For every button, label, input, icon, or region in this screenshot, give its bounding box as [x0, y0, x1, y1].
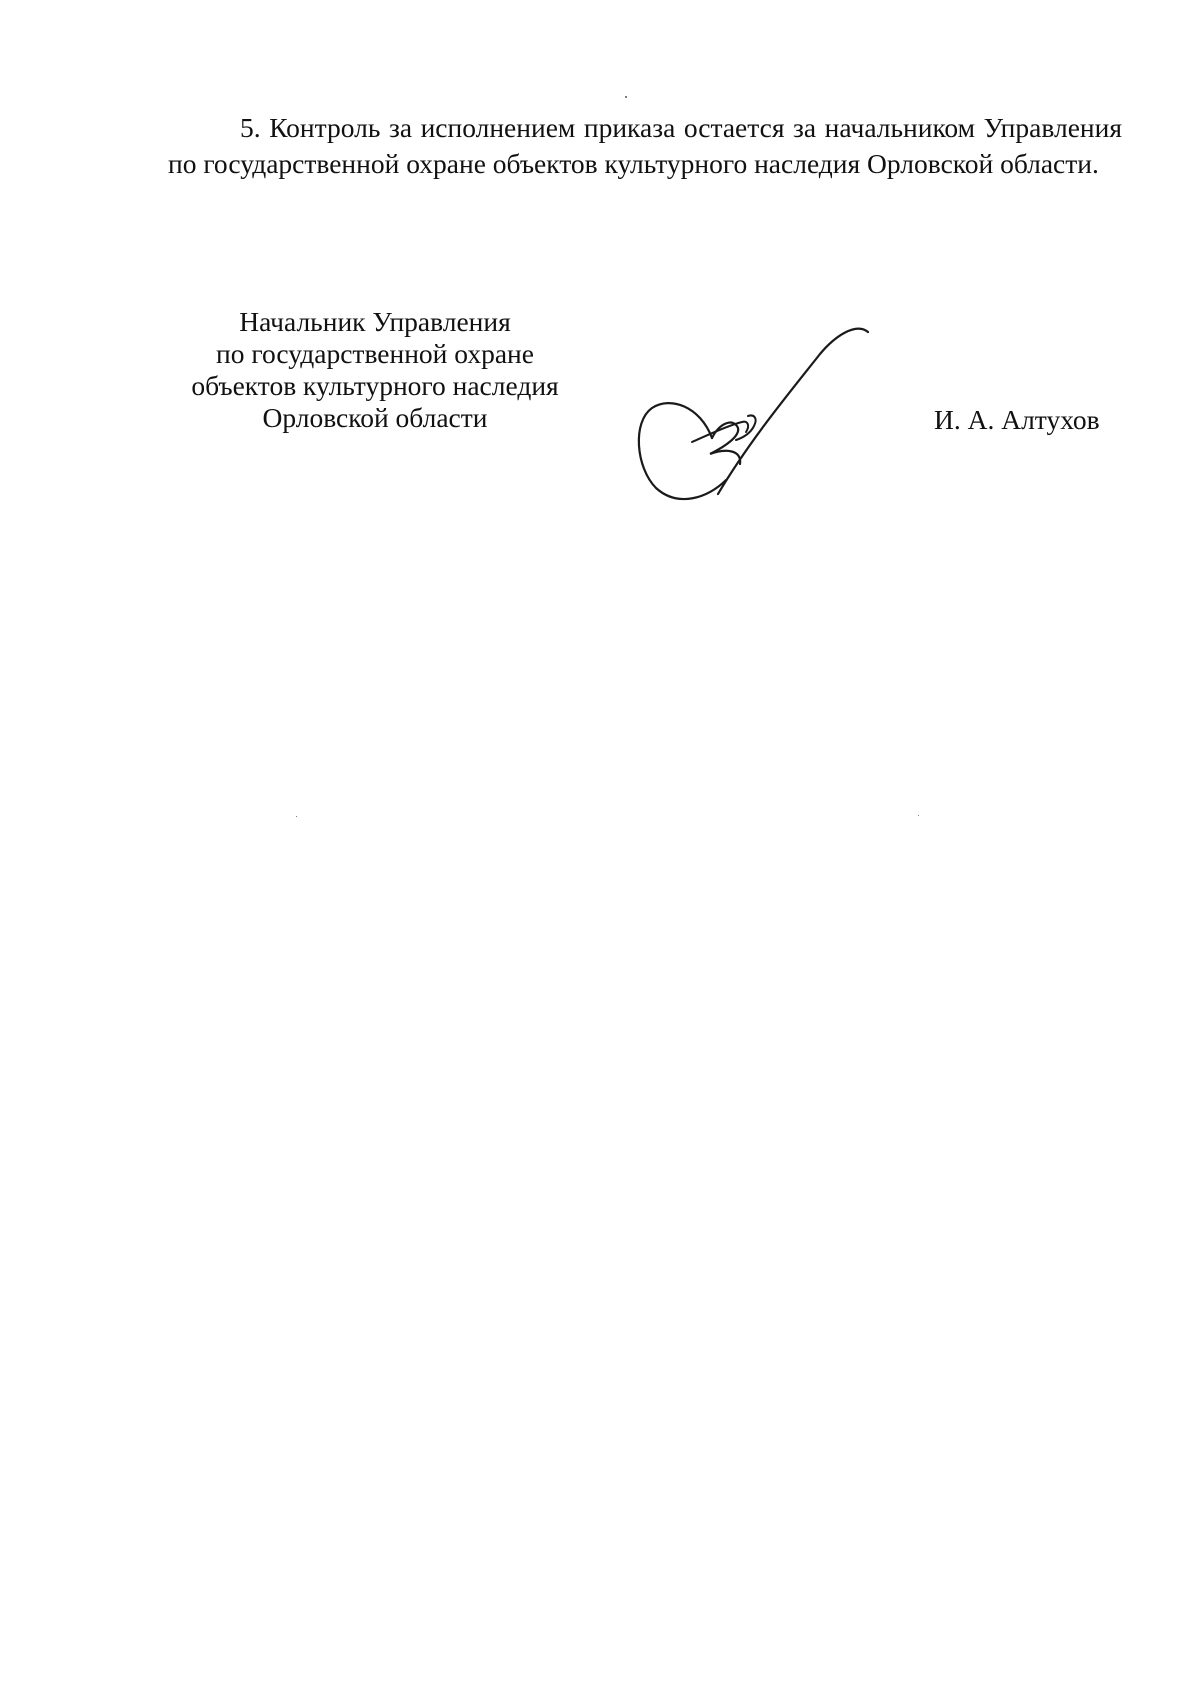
scan-speck — [296, 816, 297, 817]
scan-speck — [625, 96, 627, 98]
scan-speck — [918, 815, 919, 816]
signatory-line: объектов культурного наследия — [191, 370, 559, 401]
signatory-line: по государственной охране — [216, 338, 534, 369]
signatory-line: Начальник Управления — [239, 306, 511, 337]
control-paragraph: 5. Контроль за исполнением приказа остается за начальником Управления по государственной охране объектов культурного наследия Орловской области. — [168, 112, 1122, 179]
signatory-title — [170, 306, 580, 434]
handwritten-signature — [630, 318, 880, 508]
signer-name: И. А. Алтухов — [934, 404, 1100, 435]
signatory-line: Орловской области — [262, 402, 488, 433]
